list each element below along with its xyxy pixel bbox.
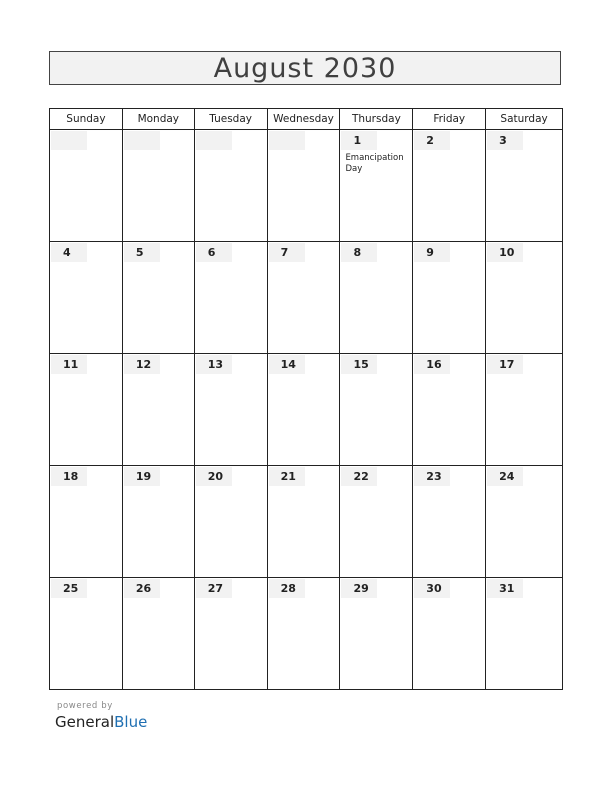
day-cell-6[interactable] <box>195 242 268 354</box>
weekday-header-sunday: Sunday <box>50 109 123 130</box>
day-number: 8 <box>341 243 377 262</box>
week-row <box>50 578 563 690</box>
day-number: 17 <box>487 355 523 374</box>
day-cell-26[interactable] <box>123 578 195 690</box>
day-cell-27[interactable] <box>195 578 268 690</box>
day-number: 31 <box>487 579 523 598</box>
day-number: 2 <box>414 131 450 150</box>
calendar-title-box <box>49 51 561 85</box>
weekday-header-monday: Monday <box>123 109 195 130</box>
day-number: 1 <box>341 131 377 150</box>
empty-day-cell[interactable] <box>123 130 195 242</box>
day-cell-18[interactable] <box>50 466 123 578</box>
day-number <box>269 131 305 150</box>
day-cell-20[interactable] <box>195 466 268 578</box>
day-number: 25 <box>51 579 87 598</box>
powered-by-label: powered by <box>57 701 113 711</box>
day-cell-8[interactable] <box>340 242 413 354</box>
day-number: 23 <box>414 467 450 486</box>
weekday-header-wednesday: Wednesday <box>268 109 341 130</box>
day-cell-28[interactable] <box>268 578 341 690</box>
day-number: 18 <box>51 467 87 486</box>
empty-day-cell[interactable] <box>50 130 123 242</box>
weekday-header-saturday: Saturday <box>486 109 563 130</box>
weekday-header-tuesday: Tuesday <box>195 109 268 130</box>
day-cell-12[interactable] <box>123 354 195 466</box>
day-number: 30 <box>414 579 450 598</box>
day-cell-2[interactable] <box>413 130 486 242</box>
empty-day-cell[interactable] <box>195 130 268 242</box>
weekday-header-row <box>50 109 563 130</box>
day-number: 15 <box>341 355 377 374</box>
day-cell-5[interactable] <box>123 242 195 354</box>
day-number: 20 <box>196 467 232 486</box>
day-number: 19 <box>124 467 160 486</box>
day-number: 4 <box>51 243 87 262</box>
day-cell-1[interactable] <box>340 130 413 242</box>
day-number: 27 <box>196 579 232 598</box>
day-number: 3 <box>487 131 523 150</box>
empty-day-cell[interactable] <box>268 130 341 242</box>
day-number: 26 <box>124 579 160 598</box>
week-row <box>50 242 563 354</box>
day-cell-22[interactable] <box>340 466 413 578</box>
calendar-title: August 2030 <box>213 52 397 84</box>
day-cell-19[interactable] <box>123 466 195 578</box>
day-number: 11 <box>51 355 87 374</box>
day-number: 29 <box>341 579 377 598</box>
day-cell-30[interactable] <box>413 578 486 690</box>
holiday-label: Emancipation Day <box>345 153 404 174</box>
day-number: 6 <box>196 243 232 262</box>
day-cell-17[interactable] <box>486 354 563 466</box>
day-number: 22 <box>341 467 377 486</box>
day-cell-23[interactable] <box>413 466 486 578</box>
day-cell-14[interactable] <box>268 354 341 466</box>
day-number <box>51 131 87 150</box>
day-cell-15[interactable] <box>340 354 413 466</box>
day-number: 13 <box>196 355 232 374</box>
day-number: 5 <box>124 243 160 262</box>
day-number: 7 <box>269 243 305 262</box>
day-cell-31[interactable] <box>486 578 563 690</box>
day-number: 28 <box>269 579 305 598</box>
week-row <box>50 466 563 578</box>
day-number: 10 <box>487 243 523 262</box>
day-cell-16[interactable] <box>413 354 486 466</box>
day-number: 24 <box>487 467 523 486</box>
weekday-header-thursday: Thursday <box>340 109 413 130</box>
calendar-grid <box>49 108 563 690</box>
week-row <box>50 354 563 466</box>
generalblue-logo[interactable] <box>55 712 147 732</box>
day-number: 14 <box>269 355 305 374</box>
weekday-header-friday: Friday <box>413 109 486 130</box>
day-number: 12 <box>124 355 160 374</box>
day-number: 16 <box>414 355 450 374</box>
day-cell-25[interactable] <box>50 578 123 690</box>
day-cell-4[interactable] <box>50 242 123 354</box>
day-cell-21[interactable] <box>268 466 341 578</box>
day-cell-24[interactable] <box>486 466 563 578</box>
day-number <box>124 131 160 150</box>
day-cell-9[interactable] <box>413 242 486 354</box>
day-cell-3[interactable] <box>486 130 563 242</box>
day-cell-7[interactable] <box>268 242 341 354</box>
day-cell-10[interactable] <box>486 242 563 354</box>
day-number: 9 <box>414 243 450 262</box>
brand-blue-text: Blue <box>114 713 148 731</box>
day-cell-13[interactable] <box>195 354 268 466</box>
brand-general-text: General <box>55 713 115 731</box>
day-cell-29[interactable] <box>340 578 413 690</box>
day-number: 21 <box>269 467 305 486</box>
day-cell-11[interactable] <box>50 354 123 466</box>
day-number <box>196 131 232 150</box>
week-row <box>50 130 563 242</box>
